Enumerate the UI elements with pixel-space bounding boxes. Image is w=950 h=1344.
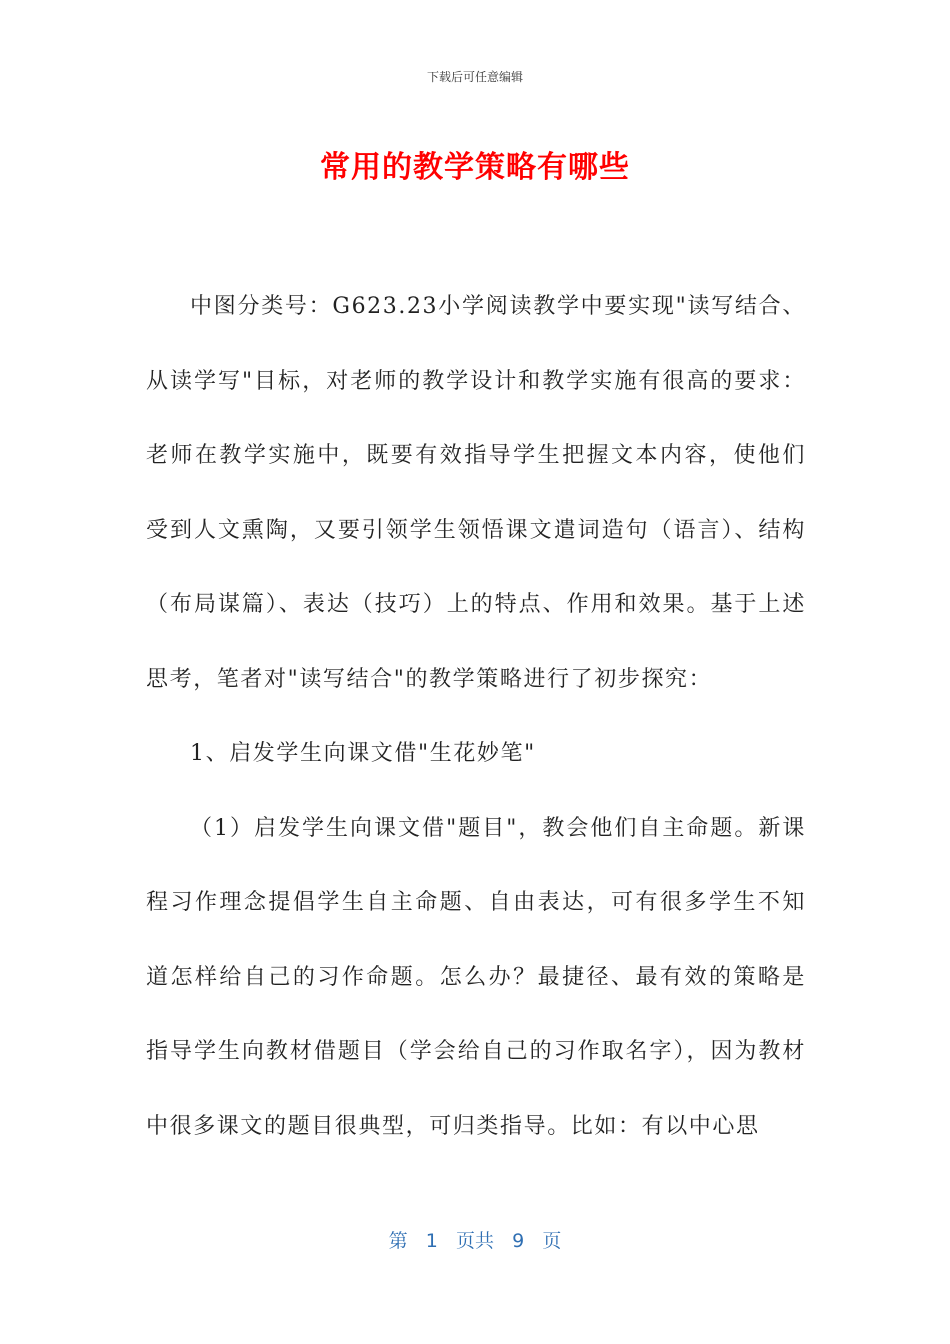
- paragraph-intro: 中图分类号：G623.23小学阅读教学中要实现"读写结合、从读学写"目标，对老师的教学设计和教学实施有很高的要求：老师在教学实施中，既要有效指导学生把握文本内容，使他们受到人文熏陶，又要引领学生领悟课文遣词造句（语言）、结构（布局谋篇）、表达（技巧）上的特点、作用和效果。基于上述思考，笔者对"读写结合"的教学策略进行了初步探究：: [146, 294, 806, 692]
- page-current: 1: [425, 1230, 438, 1252]
- document-title: 常用的教学策略有哪些: [320, 150, 630, 185]
- header-note: 下载后可任意编辑: [426, 70, 523, 84]
- page-total: 9: [512, 1230, 525, 1252]
- page-number-footer: [0, 1226, 950, 1253]
- page-prefix: 第: [388, 1230, 408, 1252]
- document-body: [146, 270, 806, 1164]
- page-suffix: 页: [542, 1230, 562, 1252]
- paragraph-section-heading: 1、启发学生向课文借"生花妙笔": [190, 741, 536, 766]
- page-middle: 页共: [455, 1230, 494, 1252]
- paragraph-subsection: （1）启发学生向课文借"题目"，教会他们自主命题。新课程习作理念提倡学生自主命题、自由表达，可有很多学生不知道怎样给自己的习作命题。怎么办？最捷径、最有效的策略是指导学生向教材借题目（学会给自己的习作取名字），因为教材中很多课文的题目很典型，可归类指导。比如：有以中心思: [146, 815, 806, 1139]
